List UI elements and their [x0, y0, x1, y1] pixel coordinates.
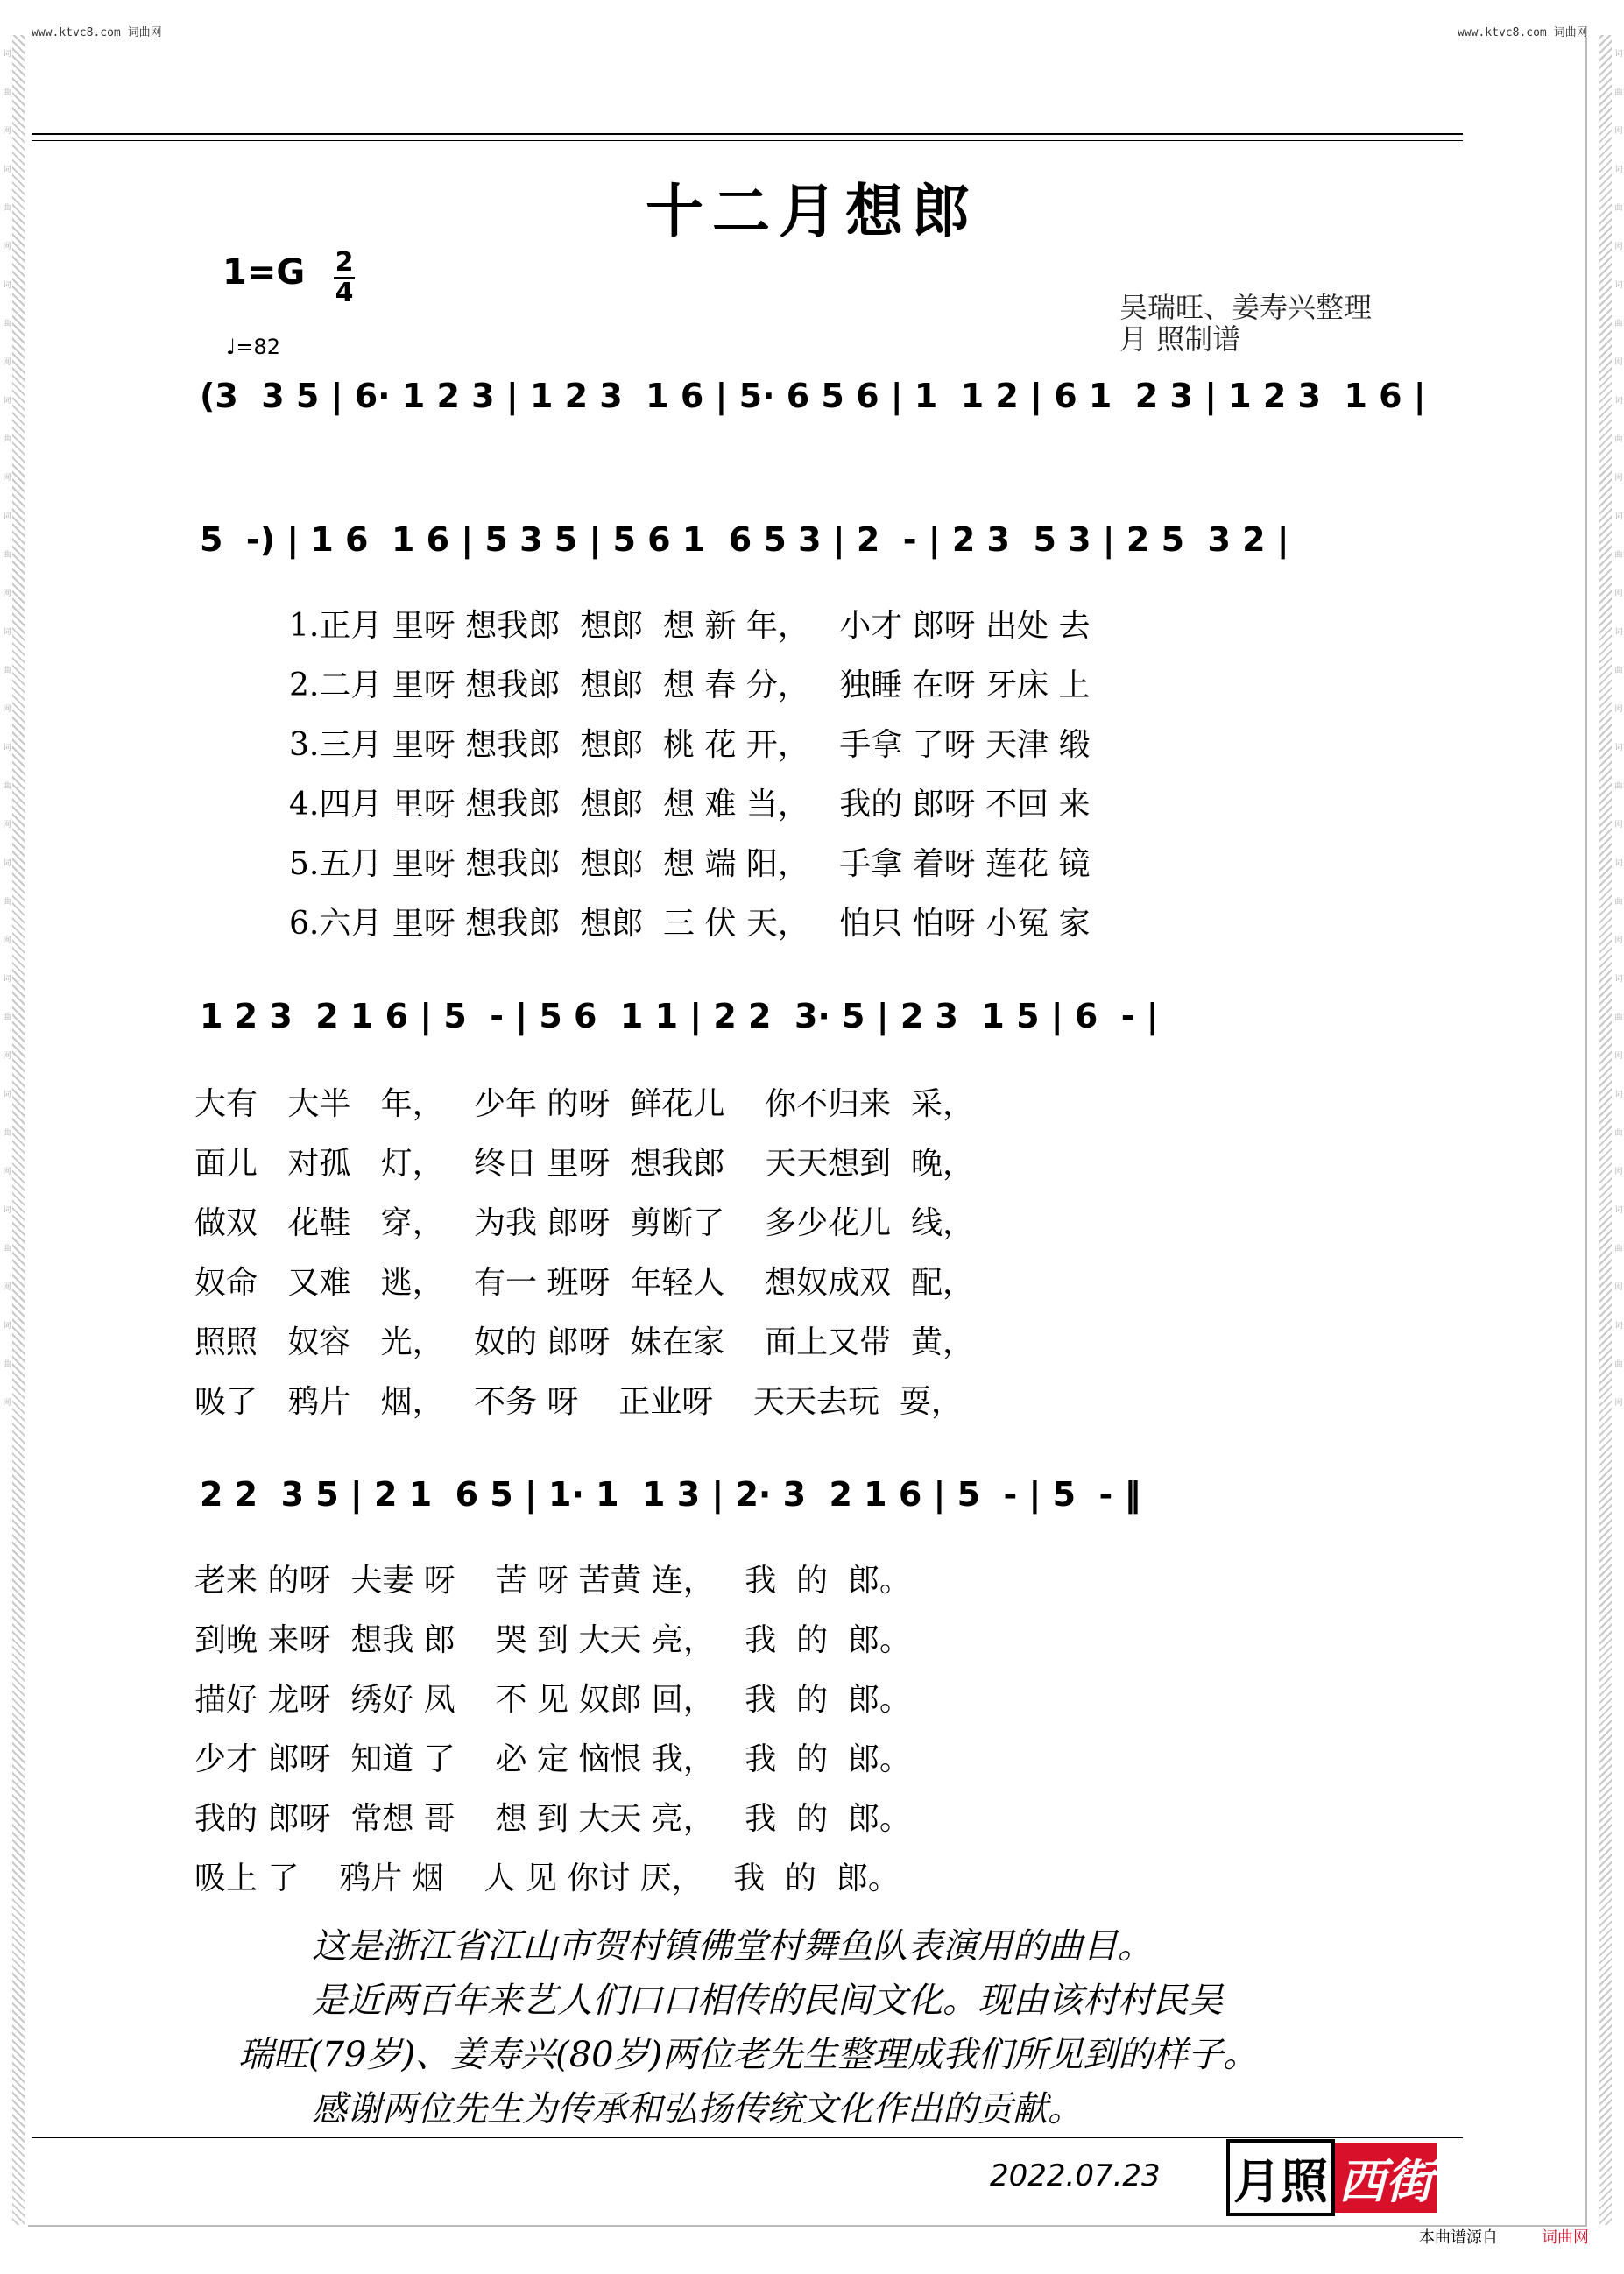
top-rule	[32, 133, 1463, 135]
verse-c-4: 少才 郎呀 知道 了 必 定 恼恨 我， 我 的 郎。	[194, 1741, 911, 1777]
right-border	[1599, 35, 1612, 2225]
verse-a-1: 1.正月 里呀 想我郎 想郎 想 新 年， 小才 郎呀 出处 去	[289, 608, 1091, 644]
verse-b-3: 做双 花鞋 穿， 为我 郎呀 剪断了 多少花儿 线，	[194, 1205, 974, 1241]
time-bottom: 4	[335, 278, 354, 308]
verse-c-6: 吸上 了 鸦片 烟 人 见 你讨 厌， 我 的 郎。	[194, 1861, 900, 1896]
credit-notation: 月 照制谱	[1119, 322, 1241, 356]
verse-c-3: 描好 龙呀 绣好 凤 不 见 奴郎 回， 我 的 郎。	[194, 1682, 911, 1718]
verse-b-6: 吸了 鸦片 烟， 不务 呀 正业呀 天天去玩 耍，	[194, 1384, 963, 1420]
verse-c-5: 我的 郎呀 常想 哥 想 到 大天 亮， 我 的 郎。	[194, 1801, 911, 1837]
verse-a-3: 3.三月 里呀 想我郎 想郎 桃 花 开， 手拿 了呀 天津 缎	[289, 727, 1091, 763]
verse-b-1: 大有 大半 年， 少年 的呀 鲜花儿 你不归来 采，	[194, 1086, 974, 1122]
left-watermark: 词曲网 词曲网 词曲网 词曲网 词曲网 词曲网 词曲网 词曲网 词曲网 词曲网 词曲网 词曲网	[3, 50, 11, 1408]
staff-line-4: 2 2 3 5 | 2 1 6 5 | 1· 1 1 3 | 2· 3 2 1 6 | 5 - | 5 - ‖	[200, 1475, 1141, 1514]
verse-c-1: 老来 的呀 夫妻 呀 苦 呀 苦黄 连， 我 的 郎。	[194, 1563, 911, 1599]
credit-arrangers: 吴瑞旺、姜寿兴整理	[1119, 291, 1373, 324]
header-site-left[interactable]: www.ktvc8.com 词曲网	[32, 26, 162, 39]
key-signature: 1=G	[222, 252, 306, 293]
verse-c-2: 到晚 来呀 想我 郎 哭 到 大天 亮， 我 的 郎。	[194, 1622, 911, 1658]
verse-b-2: 面儿 对孤 灯， 终日 里呀 想我郎 天天想到 晚，	[194, 1146, 974, 1182]
date-stamp: 2022.07.23	[990, 2158, 1161, 2193]
time-signature	[331, 249, 357, 307]
seal-left: 月照	[1226, 2139, 1335, 2216]
right-watermark: 词曲网 词曲网 词曲网 词曲网 词曲网 词曲网 词曲网 词曲网 词曲网 词曲网 词曲网 词曲网	[1614, 50, 1623, 1408]
footer-source: 本曲谱源自	[1419, 2228, 1498, 2247]
header-site-right[interactable]: www.ktvc8.com 词曲网	[1458, 26, 1588, 39]
verse-a-6: 6.六月 里呀 想我郎 想郎 三 伏 天， 怕只 怕呀 小冤 家	[289, 906, 1091, 942]
verse-b-5: 照照 奴容 光， 奴的 郎呀 妹在家 面上又带 黄，	[194, 1324, 974, 1360]
note-line-1: 这是浙江省江山市贺村镇佛堂村舞鱼队表演用的曲目。	[312, 1926, 1153, 1967]
staff-line-2: 5 -) | 1 6 1 6 | 5 3 5 | 5 6 1 6 5 3 | 2 - | 2 3 5 3 | 2 5 3 2 |	[200, 520, 1289, 559]
verse-a-5: 5.五月 里呀 想我郎 想郎 想 端 阳， 手拿 着呀 莲花 镜	[289, 846, 1091, 882]
page-title: 十二月想郎	[646, 177, 978, 245]
footer-site-link[interactable]: 词曲网	[1542, 2228, 1589, 2247]
staff-line-1: (3 3 5 | 6· 1 2 3 | 1 2 3 1 6 | 5· 6 5 6 | 1 1 2 | 6 1 2 3 | 1 2 3 1 6 |	[200, 377, 1426, 415]
bottom-rule	[32, 2137, 1463, 2138]
note-line-3: 瑞旺(79岁)、姜寿兴(80岁)两位老先生整理成我们所见到的样子。	[238, 2035, 1259, 2075]
staff-line-3: 1 2 3 2 1 6 | 5 - | 5 6 1 1 | 2 2 3· 5 | 2 3 1 5 | 6 - |	[200, 997, 1159, 1035]
top-rule-thin	[32, 140, 1463, 141]
left-border	[12, 35, 25, 2225]
verse-a-4: 4.四月 里呀 想我郎 想郎 想 难 当， 我的 郎呀 不回 来	[289, 787, 1091, 823]
note-line-2: 是近两百年来艺人们口口相传的民间文化。现由该村村民吴	[312, 1981, 1223, 2021]
verse-b-4: 奴命 又难 逃， 有一 班呀 年轻人 想奴成双 配，	[194, 1265, 974, 1301]
verse-a-2: 2.二月 里呀 想我郎 想郎 想 春 分， 独睡 在呀 牙床 上	[289, 667, 1091, 703]
seal-right: 西街	[1335, 2143, 1437, 2213]
seal-stamp	[1226, 2143, 1437, 2213]
time-top: 2	[335, 247, 354, 278]
note-line-4: 感谢两位先生为传承和弘扬传统文化作出的贡献。	[312, 2089, 1083, 2129]
tempo-mark: ♩=82	[226, 335, 280, 359]
